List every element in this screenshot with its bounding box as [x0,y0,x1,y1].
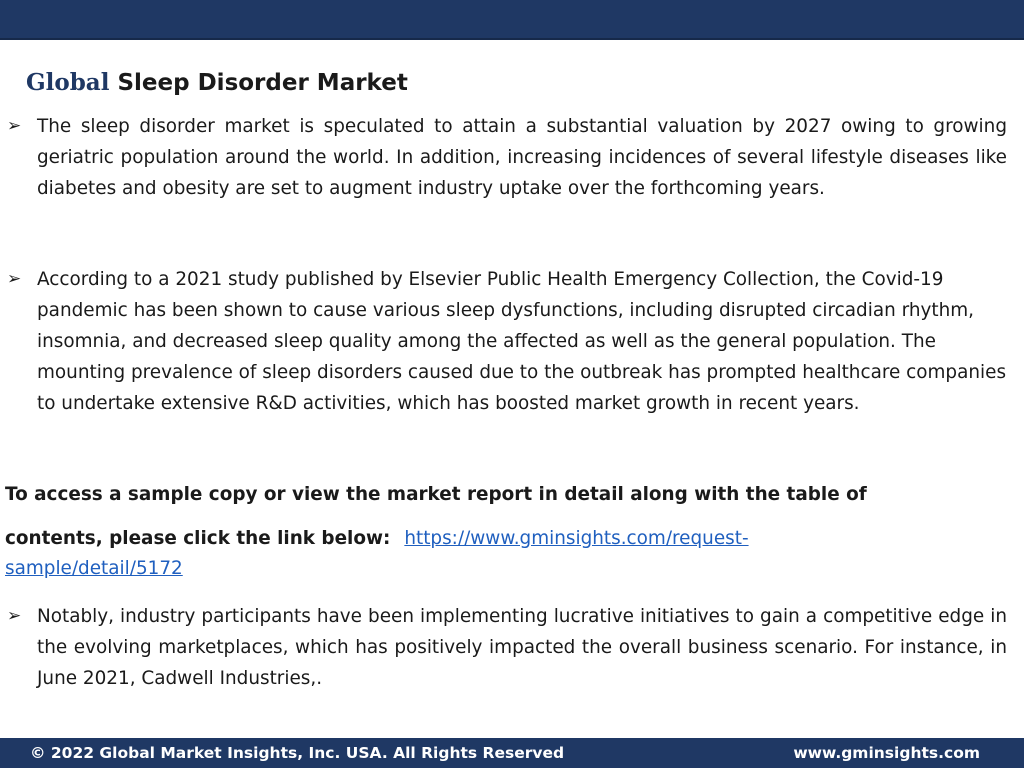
title-market: Sleep Disorder Market [117,70,408,96]
arrow-bullet-icon: ➢ [7,606,22,626]
bullet-item-2 [7,264,1007,419]
sample-link-part-2[interactable]: sample/detail/5172 [5,558,183,579]
page-title [26,68,408,98]
footer-bar [0,738,1024,768]
title-global: Global [26,69,110,96]
sample-link-part-1[interactable]: https://www.gminsights.com/request- [404,528,749,549]
access-line-2-text: contents, please click the link below: [5,528,391,549]
bullet-text-3: Notably, industry participants have been implementing lucrative initiatives to gain a competitive edge in the evolving marketplaces, which has positively impacted the overall business scenario. For instance, in June 2021, Cadwell Industries,. [37,606,1007,689]
top-banner [0,0,1024,40]
footer-website[interactable]: www.gminsights.com [793,744,980,762]
access-line-2 [5,524,1005,584]
bullet-text-2: According to a 2021 study published by Elsevier Public Health Emergency Collection, the Covid-19 pandemic has been shown to cause various sleep dysfunctions, including disrupted circadian rhythm, insomnia, and decreased sleep quality among the affected as well as the general population. The mounting prevalence of sleep disorders caused due to the outbreak has prompted healthcare companies to undertake extensive R&D activities, which has boosted market growth in recent years. [37,269,1007,414]
arrow-bullet-icon: ➢ [7,116,22,136]
bullet-text-1: The sleep disorder market is speculated to attain a substantial valuation by 2027 owing to growing geriatric population around the world. In addition, increasing incidences of several lifestyle diseases like diabetes and obesity are set to augment industry uptake over the forthcoming years. [37,116,1007,199]
footer-copyright: © 2022 Global Market Insights, Inc. USA. All Rights Reserved [30,744,565,762]
bullet-item-3 [7,601,1007,694]
arrow-bullet-icon: ➢ [7,269,22,289]
bullet-item-1 [7,111,1007,204]
access-line-1: To access a sample copy or view the market report in detail along with the table of [5,484,867,505]
